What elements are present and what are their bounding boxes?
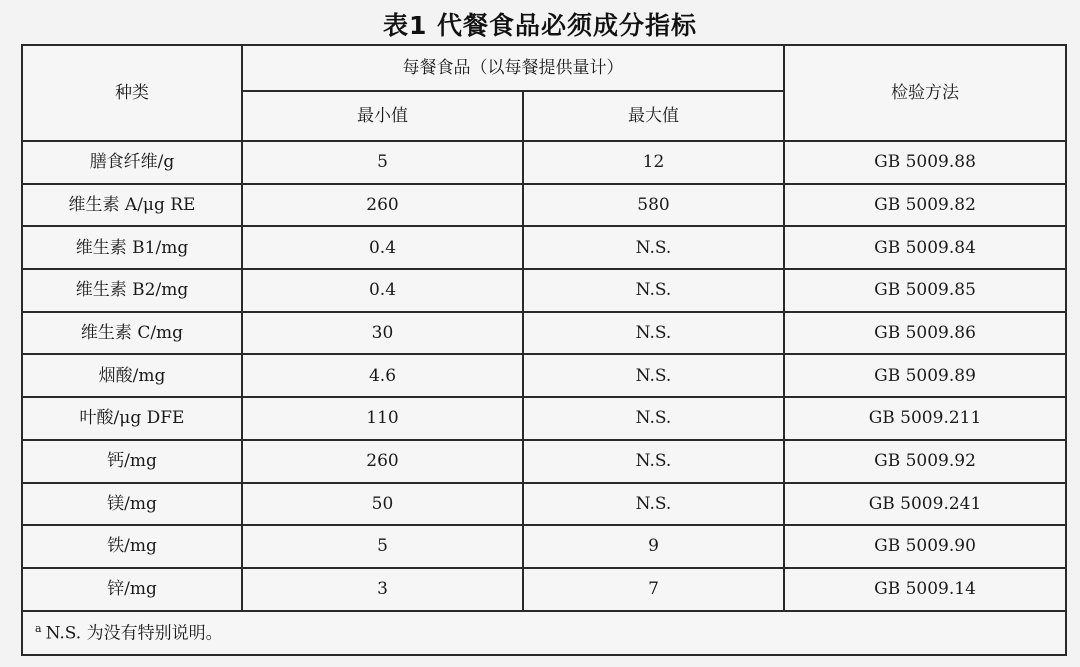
cell-category: 锌/mg xyxy=(22,568,242,611)
cell-max: 9 xyxy=(523,525,784,568)
note-text: N.S. 为没有特别说明。 xyxy=(45,623,223,644)
cell-min: 3 xyxy=(242,568,523,611)
cell-category: 维生素 B2/mg xyxy=(22,269,242,312)
cell-max: 12 xyxy=(523,141,784,184)
header-per-meal: 每餐食品（以每餐提供量计） xyxy=(242,45,784,91)
cell-min: 4.6 xyxy=(242,354,523,397)
table-row xyxy=(22,141,1066,184)
cell-max: N.S. xyxy=(523,483,784,526)
header-min: 最小值 xyxy=(242,91,523,141)
header-method: 检验方法 xyxy=(784,45,1066,141)
nutrient-spec-table xyxy=(21,44,1067,656)
table-row xyxy=(22,354,1066,397)
cell-category: 铁/mg xyxy=(22,525,242,568)
header-max: 最大值 xyxy=(523,91,784,141)
cell-min: 110 xyxy=(242,397,523,440)
table-row xyxy=(22,525,1066,568)
cell-method: GB 5009.90 xyxy=(784,525,1066,568)
cell-max: N.S. xyxy=(523,440,784,483)
table-row xyxy=(22,568,1066,611)
cell-category: 膳食纤维/g xyxy=(22,141,242,184)
cell-category: 维生素 B1/mg xyxy=(22,226,242,269)
cell-min: 30 xyxy=(242,312,523,355)
cell-max: N.S. xyxy=(523,269,784,312)
cell-min: 50 xyxy=(242,483,523,526)
cell-category: 钙/mg xyxy=(22,440,242,483)
cell-category: 烟酸/mg xyxy=(22,354,242,397)
header-category: 种类 xyxy=(22,45,242,141)
header-row-1 xyxy=(22,45,1066,91)
cell-max: N.S. xyxy=(523,226,784,269)
cell-max: N.S. xyxy=(523,397,784,440)
table-row xyxy=(22,226,1066,269)
cell-min: 5 xyxy=(242,141,523,184)
cell-method: GB 5009.88 xyxy=(784,141,1066,184)
cell-method: GB 5009.85 xyxy=(784,269,1066,312)
cell-min: 0.4 xyxy=(242,269,523,312)
table-title: 表1 代餐食品必须成分指标 xyxy=(382,11,698,40)
table-note xyxy=(22,611,1066,655)
cell-method: GB 5009.211 xyxy=(784,397,1066,440)
cell-method: GB 5009.92 xyxy=(784,440,1066,483)
cell-max: N.S. xyxy=(523,354,784,397)
table-row xyxy=(22,184,1066,227)
table-row xyxy=(22,440,1066,483)
table-row xyxy=(22,312,1066,355)
cell-max: N.S. xyxy=(523,312,784,355)
cell-min: 260 xyxy=(242,184,523,227)
cell-max: 580 xyxy=(523,184,784,227)
cell-category: 叶酸/μg DFE xyxy=(22,397,242,440)
cell-min: 5 xyxy=(242,525,523,568)
cell-min: 260 xyxy=(242,440,523,483)
cell-method: GB 5009.241 xyxy=(784,483,1066,526)
cell-method: GB 5009.14 xyxy=(784,568,1066,611)
cell-category: 镁/mg xyxy=(22,483,242,526)
cell-method: GB 5009.86 xyxy=(784,312,1066,355)
table-row xyxy=(22,483,1066,526)
note-marker: a xyxy=(35,621,42,635)
cell-method: GB 5009.89 xyxy=(784,354,1066,397)
note-row xyxy=(22,611,1066,655)
cell-min: 0.4 xyxy=(242,226,523,269)
cell-category: 维生素 A/μg RE xyxy=(22,184,242,227)
cell-category: 维生素 C/mg xyxy=(22,312,242,355)
table-row xyxy=(22,397,1066,440)
cell-max: 7 xyxy=(523,568,784,611)
table-row xyxy=(22,269,1066,312)
cell-method: GB 5009.82 xyxy=(784,184,1066,227)
cell-method: GB 5009.84 xyxy=(784,226,1066,269)
